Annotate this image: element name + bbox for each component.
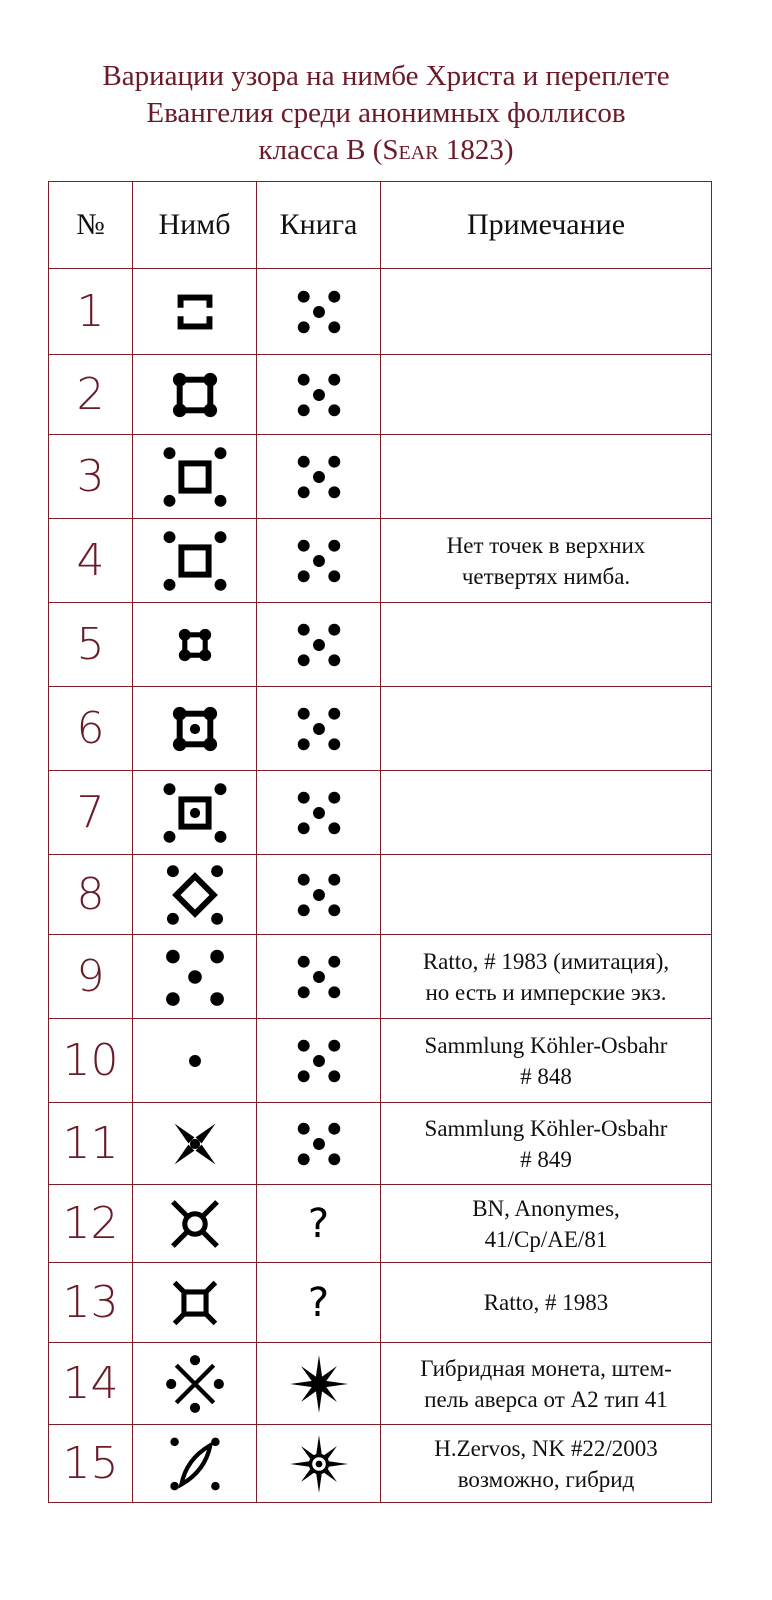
row-number: 11: [49, 1103, 133, 1185]
five-dots-icon: [285, 527, 353, 595]
book-cell: [257, 935, 381, 1019]
row-number: 2: [49, 355, 133, 435]
row-number: 4: [49, 519, 133, 603]
row-number: 5: [49, 603, 133, 687]
five-dots-icon: [285, 943, 353, 1011]
book-cell: [257, 1343, 381, 1425]
book-cell: [257, 771, 381, 855]
note-cell: [381, 1343, 712, 1425]
nimb-cell: [133, 687, 257, 771]
row-number: 6: [49, 687, 133, 771]
nimb-cell: [133, 1263, 257, 1343]
row-number: 3: [49, 435, 133, 519]
table-row: [49, 603, 712, 687]
note-cell: [381, 1019, 712, 1103]
note-cell: [381, 687, 712, 771]
five-dots-icon: [285, 361, 353, 429]
note-line-1: Ratto, # 1983: [483, 1290, 609, 1315]
note-line-2: # 849: [520, 1146, 572, 1172]
five-dots-icon: [285, 861, 353, 929]
square-with-outer-dots-and-center-icon: [161, 779, 229, 847]
note-line-2: четвертях нимба.: [461, 563, 631, 589]
note-cell: [381, 855, 712, 935]
book-cell: [257, 519, 381, 603]
question-mark-icon: ?: [307, 1279, 330, 1326]
note-line-1: BN, Anonymes,: [472, 1195, 620, 1221]
nimb-cell: [133, 1425, 257, 1503]
nimb-cell: [133, 435, 257, 519]
nimb-cell: [133, 269, 257, 355]
note-cell: [381, 1185, 712, 1263]
book-cell: [257, 603, 381, 687]
nimb-cell: [133, 935, 257, 1019]
small-square-with-corner-dots-icon: [161, 611, 229, 679]
square-with-outer-dots-icon: [161, 527, 229, 595]
title-line-3-suffix: 1823): [438, 134, 514, 166]
table-row: [49, 855, 712, 935]
nimb-cell: [133, 1343, 257, 1425]
table-row: [49, 1343, 712, 1425]
book-cell: [257, 1425, 381, 1503]
table-row: [49, 1019, 712, 1103]
document-title: [0, 58, 772, 169]
row-number: 12: [49, 1185, 133, 1263]
square-with-corner-dots-icon: [161, 361, 229, 429]
header-num: №: [49, 182, 133, 269]
table-row: [49, 1103, 712, 1185]
header-book: Книга: [257, 182, 381, 269]
five-dots-icon: [285, 611, 353, 679]
note-cell: [381, 269, 712, 355]
table-row: [49, 771, 712, 855]
book-cell: [257, 269, 381, 355]
saltire-with-dots-icon: [161, 1350, 229, 1418]
variants-table: [48, 181, 712, 1503]
title-line-2: Евангелия среди анонимных фоллисов: [146, 97, 626, 129]
nimb-cell: [133, 519, 257, 603]
table-row: [49, 1185, 712, 1263]
note-line-2: пель аверса от A2 тип 41: [424, 1386, 668, 1412]
book-cell: [257, 1103, 381, 1185]
row-number: 14: [49, 1343, 133, 1425]
nimb-cell: [133, 1103, 257, 1185]
note-cell: [381, 935, 712, 1019]
square-with-outer-dots-icon: [161, 443, 229, 511]
note-cell: [381, 771, 712, 855]
note-cell: [381, 1263, 712, 1343]
book-cell: [257, 1263, 381, 1343]
nimb-cell: [133, 1185, 257, 1263]
small-hollow-square-icon: [161, 278, 229, 346]
note-cell: [381, 603, 712, 687]
table-row: [49, 687, 712, 771]
table-row: [49, 355, 712, 435]
nimb-cell: [133, 855, 257, 935]
note-line-1: Ratto, # 1983 (имитация),: [422, 948, 670, 974]
row-number: 15: [49, 1425, 133, 1503]
ring-with-four-arms-icon: [161, 1190, 229, 1258]
title-line-3-prefix: класса B (: [258, 134, 383, 166]
single-dot-icon: [161, 1027, 229, 1095]
note-cell: [381, 1425, 712, 1503]
book-cell: [257, 1185, 381, 1263]
book-cell: [257, 355, 381, 435]
nimb-cell: [133, 1019, 257, 1103]
note-line-2: # 848: [520, 1063, 572, 1089]
table-header-row: [49, 182, 712, 269]
table-row: [49, 1263, 712, 1343]
book-cell: [257, 687, 381, 771]
eight-ray-star-with-ring-icon: [285, 1430, 353, 1498]
five-dots-icon: [285, 695, 353, 763]
title-line-3: [0, 132, 772, 169]
five-dots-icon: [285, 1110, 353, 1178]
note-line-2: возможно, гибрид: [457, 1466, 635, 1492]
diamond-with-dots-icon: [161, 861, 229, 929]
table-row: [49, 1425, 712, 1503]
row-number: 13: [49, 1263, 133, 1343]
question-mark-icon: ?: [307, 1200, 330, 1247]
table-row: [49, 269, 712, 355]
five-dots-icon: [285, 1027, 353, 1095]
note-line-1: Sammlung Köhler-Osbahr: [424, 1115, 668, 1141]
note-line-1: Sammlung Köhler-Osbahr: [424, 1032, 668, 1058]
four-wedges-with-dot-icon: [161, 1110, 229, 1178]
table-row: [49, 435, 712, 519]
square-with-corner-dots-and-center-icon: [161, 695, 229, 763]
five-dots-icon: [285, 278, 353, 346]
book-cell: [257, 1019, 381, 1103]
note-line-2: но есть и имперские экз.: [425, 979, 667, 1005]
title-line-1: Вариации узора на нимбе Христа и переплете: [102, 60, 670, 92]
square-with-four-arms-icon: [161, 1269, 229, 1337]
note-cell: [381, 355, 712, 435]
note-line-2: 41/Cp/AE/81: [484, 1226, 608, 1252]
five-large-dots-icon: [161, 943, 229, 1011]
note-cell: [381, 1103, 712, 1185]
row-number: 7: [49, 771, 133, 855]
nimb-cell: [133, 355, 257, 435]
table-row: [49, 519, 712, 603]
note-line-1: Гибридная монета, штем-: [420, 1355, 672, 1381]
row-number: 1: [49, 269, 133, 355]
note-line-1: H.Zervos, NK #22/2003: [434, 1435, 658, 1461]
nimb-cell: [133, 771, 257, 855]
book-cell: [257, 435, 381, 519]
lens-with-dots-icon: [161, 1430, 229, 1498]
row-number: 10: [49, 1019, 133, 1103]
header-nimb: Нимб: [133, 182, 257, 269]
five-dots-icon: [285, 779, 353, 847]
table-row: [49, 935, 712, 1019]
eight-ray-star-icon: [285, 1350, 353, 1418]
nimb-cell: [133, 603, 257, 687]
five-dots-icon: [285, 443, 353, 511]
note-line-1: Нет точек в верхних: [446, 532, 646, 558]
note-cell: [381, 519, 712, 603]
header-note: Примечание: [381, 182, 712, 269]
title-line-3-source: Sear: [382, 134, 439, 166]
row-number: 8: [49, 855, 133, 935]
book-cell: [257, 855, 381, 935]
row-number: 9: [49, 935, 133, 1019]
note-cell: [381, 435, 712, 519]
